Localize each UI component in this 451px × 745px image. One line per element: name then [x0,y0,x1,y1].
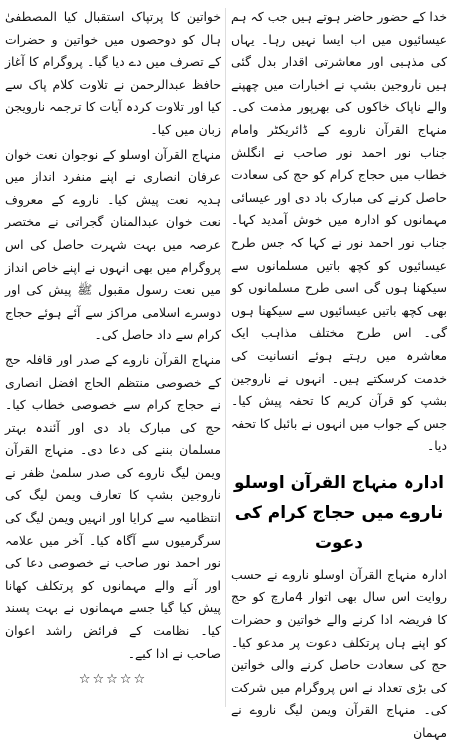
end-stars-ornament: ☆☆☆☆☆ [78,672,148,688]
left-column [5,6,221,711]
section-headline: ادارہ منہاج القرآن اوسلو ناروے میں حجاج کرام کی دعوت [233,472,444,553]
article-paragraph: ادارہ منہاج القرآن اوسلو ناروے نے حسب روایت اس سال بھی اتوار 4مارچ کو حج کا فریضہ ادا کرنے والے خواتین و حضرات کو اپنے ہاں پرتکلف دعوت پر مدعو کیا۔ حج کی سعادت حاصل کرنے والی خواتین کی بڑی تعداد نے اس پروگرام میں شرکت کی۔ منہاج القرآن ویمن لیگ ناروے نے مہمان [231,566,447,741]
column-divider [225,8,226,707]
article-paragraph: خدا کے حضور حاضر ہوتے ہیں جب کہ ہم عیسائیوں میں اب ایسا نہیں رہا۔ یہاں کی مذہبی اور معاشرتی اقدار بدل گئی ہیں ناروجین بشپ نے اخبارات میں چھپنے والے ناپاک خاکوں کی بھرپور مذمت کی۔ منہاج القرآن ناروے کے ڈائریکٹر وامام جناب نور احمد نور صاحب نے انگلش خطاب میں حجاج کرام کو حج کی سعادت حاصل کرنے کی مبارک باد دی اور عیسائی مہمانوں کو ادارہ میں خوش آمدید کہا۔ جناب نور احمد نور نے کہا کہ جس طرح عیسائیوں کو کچھ باتیں مسلمانوں سے سیکھنا ہوں گی اسی طرح مسلمانوں کو بھی کچھ باتیں عیسائیوں سے سیکھنا ہوں گی۔ اس طرح مختلف مذاہب ایک معاشرہ میں رہتے ہوئے انسانیت کی خدمت کرسکتے ہیں۔ انہوں نے ناروجین بشپ کو قرآن کریم کا تحفہ پیش کیا۔ جس کے جواب میں انہوں نے بائبل کا تحفہ دیا۔ [231,9,447,454]
right-column [231,6,447,741]
article-paragraph: منہاج القرآن ناروے کے صدر اور قافلہ حج کے خصوصی منتظم الحاج افضل انصاری نے حجاج کرام سے خصوصی خطاب کیا۔ حج کی مبارک باد دی اور آئندہ بہتر مسلمان بننے کی دعا دی۔ منہاج القرآن ویمن لیگ ناروے کی صدر سلمیٰ ظفر نے ناروجین بشپ کا تعارف ویمن لیگ کی انتظامیہ سے کرایا اور انہیں ویمن لیگ کی سرگرمیوں سے آگاہ کیا۔ آخر میں علامہ نور احمد نور صاحب نے خصوصی دعا کی اور آنے والے مہمانوں کو پرتکلف کھانا پیش کیا گیا جسے مہمانوں نے بہت پسند کیا۔ نظامت کے فرائض راشد اعوان صاحب نے ادا کیے۔ [5,351,221,661]
article-paragraph: خواتین کا پرتپاک استقبال کیا المصطفیٰ ہال کو دوحصوں میں خواتین و حضرات کے تصرف میں دے دیا گیا۔ پروگرام کا آغاز حافظ عبدالرحمن نے تلاوت کلام پاک سے کیا اور تلاوت کردہ آیات کا ترجمہ نارویجن زبان میں کیا۔ [5,9,221,137]
article-paragraph: منہاج القرآن اوسلو کے نوجوان نعت خوان عرفان انصاری نے اپنے منفرد انداز میں ہدیہ نعت پیش کیا۔ ناروے کے معروف نعت خوان عبدالمنان گجراتی نے مختصر عرصہ میں بہت شہرت حاصل کی اس پروگرام میں بھی انہوں نے اپنے خاص انداز میں نعت رسول مقبول ﷺ پیش کی اور دوسرے اسلامی مراکز سے آئے ہوئے حجاج کرام سے داد حاصل کی۔ [5,146,221,343]
